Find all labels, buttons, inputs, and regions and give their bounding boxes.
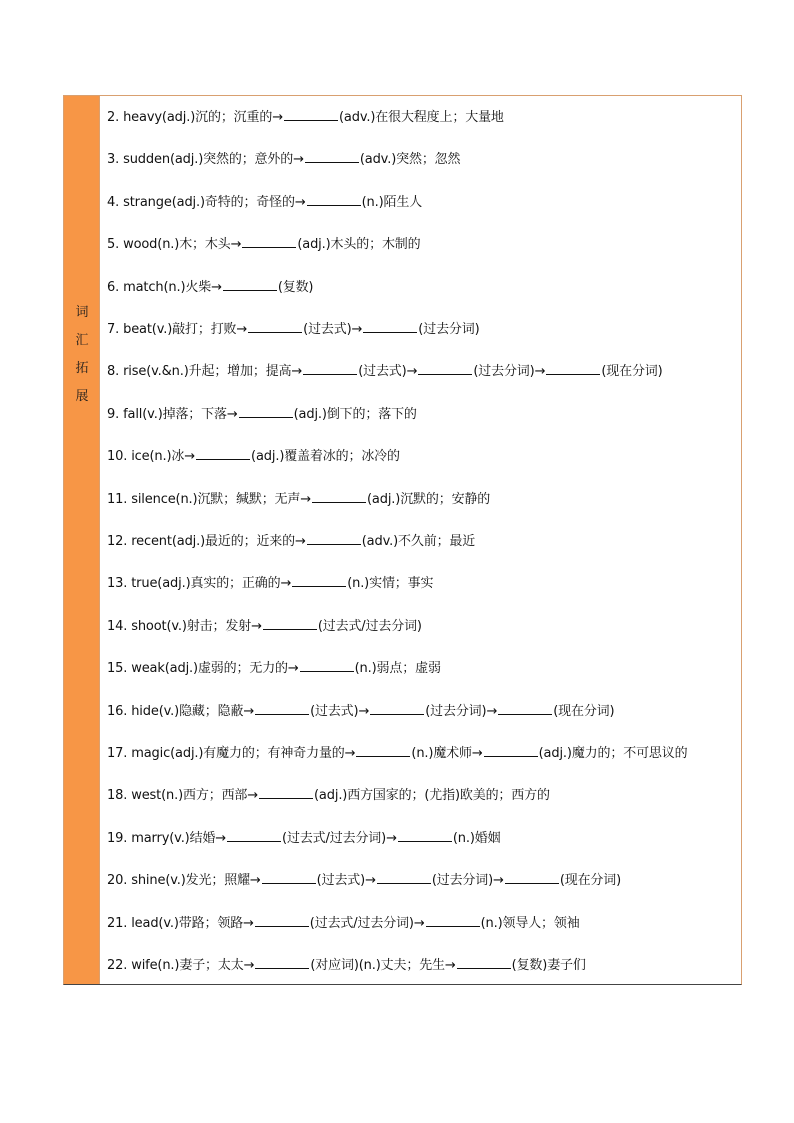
vocabulary-item (107, 702, 614, 722)
vocabulary-item (107, 320, 480, 340)
item-text: (过去式/过去分词) (317, 618, 422, 634)
vocabulary-worksheet-table (63, 95, 742, 985)
answer-blank[interactable] (262, 871, 316, 884)
vocabulary-items-list (107, 96, 741, 984)
section-label (64, 96, 100, 984)
section-label-char: 展 (75, 389, 89, 404)
item-text: (过去式)→ (316, 873, 376, 889)
vocabulary-item (107, 362, 663, 382)
vocabulary-item (107, 744, 687, 764)
item-text: 12. recent(adj.)最近的；近来的→ (107, 534, 306, 549)
answer-blank[interactable] (307, 532, 361, 545)
item-text: (对应词)(n.)丈夫；先生→ (310, 958, 456, 973)
answer-blank[interactable] (248, 320, 302, 333)
item-text: 19. marry(v.)结婚→ (107, 830, 227, 846)
item-text: (复数) (277, 279, 314, 295)
item-text: (adv.)在很大程度上；大量地 (338, 110, 504, 125)
answer-blank[interactable] (263, 617, 317, 630)
vocabulary-item (107, 532, 475, 552)
item-text: 6. match(n.)火柴→ (107, 279, 222, 295)
item-text: (n.)弱点；虚弱 (354, 661, 441, 677)
vocabulary-item (107, 108, 504, 128)
answer-blank[interactable] (356, 744, 410, 757)
item-text: (n.)实情；事实 (347, 576, 434, 592)
item-text: (n.)领导人；领袖 (480, 915, 580, 931)
vocabulary-item (107, 278, 313, 298)
item-text: (过去分词) (418, 322, 480, 337)
item-text: (过去分词)→ (425, 703, 498, 719)
item-text: (过去式/过去分词)→ (309, 915, 425, 931)
item-text: 2. heavy(adj.)沉的；沉重的→ (107, 110, 283, 125)
item-text: 5. wood(n.)木；木头→ (107, 237, 242, 253)
item-text: 3. sudden(adj.)突然的；意外的→ (107, 152, 304, 168)
item-text: (adj.)覆盖着冰的；冰冷的 (251, 449, 400, 465)
answer-blank[interactable] (418, 362, 472, 375)
answer-blank[interactable] (255, 702, 309, 715)
item-text: (n.)陌生人 (361, 194, 423, 210)
answer-blank[interactable] (307, 193, 361, 206)
item-text: (现在分词) (559, 873, 622, 889)
vocabulary-item (107, 786, 550, 806)
item-text: 22. wife(n.)妻子；太太→ (107, 958, 255, 973)
answer-blank[interactable] (255, 914, 309, 927)
section-label-char: 汇 (75, 333, 89, 348)
item-text: 15. weak(adj.)虚弱的；无力的→ (107, 661, 299, 677)
answer-blank[interactable] (426, 914, 480, 927)
answer-blank[interactable] (300, 659, 354, 672)
item-text: 8. rise(v.&n.)升起；增加；提高→ (107, 364, 303, 380)
item-text: 11. silence(n.)沉默；缄默；无声→ (107, 491, 311, 507)
item-text: 21. lead(v.)带路；领路→ (107, 915, 254, 931)
item-text: 13. true(adj.)真实的；正确的→ (107, 576, 292, 592)
item-text: (adj.)沉默的；安静的 (367, 491, 491, 507)
answer-blank[interactable] (242, 235, 296, 248)
item-text: (n.)婚姻 (452, 830, 501, 846)
item-text: (过去式)→ (310, 703, 370, 719)
answer-blank[interactable] (363, 320, 417, 333)
section-label-char: 词 (75, 305, 89, 320)
answer-blank[interactable] (370, 702, 424, 715)
item-text: 20. shine(v.)发光；照耀→ (107, 873, 261, 889)
vocabulary-item (107, 914, 580, 934)
answer-blank[interactable] (505, 871, 559, 884)
vocabulary-item (107, 235, 421, 255)
answer-blank[interactable] (398, 829, 452, 842)
item-text: (过去式)→ (303, 322, 363, 337)
item-text: 9. fall(v.)掉落；下落→ (107, 406, 238, 422)
item-text: (过去分词)→ (431, 873, 504, 889)
section-label-char: 拓 (75, 361, 89, 376)
vocabulary-item (107, 447, 400, 467)
answer-blank[interactable] (546, 362, 600, 375)
item-text: (adj.)西方国家的；(尤指)欧美的；西方的 (314, 788, 550, 804)
item-text: (现在分词) (601, 364, 663, 380)
item-text: (adj.)魔力的；不可思议的 (538, 746, 688, 761)
answer-blank[interactable] (255, 956, 309, 969)
answer-blank[interactable] (223, 278, 277, 291)
item-text: 14. shoot(v.)射击；发射→ (107, 618, 262, 634)
item-text: (n.)魔术师→ (411, 746, 483, 761)
item-text: (过去分词)→ (473, 364, 546, 380)
item-text: (adv.)突然；忽然 (359, 152, 461, 168)
item-text: (过去式/过去分词)→ (282, 830, 397, 846)
item-text: (adv.)不久前；最近 (361, 534, 476, 549)
vocabulary-item (107, 659, 441, 679)
vocabulary-item (107, 956, 586, 976)
item-text: 16. hide(v.)隐藏；隐蔽→ (107, 703, 255, 719)
item-text: 4. strange(adj.)奇特的；奇怪的→ (107, 194, 306, 210)
item-text: (adj.)木头的；木制的 (297, 237, 421, 253)
answer-blank[interactable] (484, 744, 538, 757)
answer-blank[interactable] (292, 574, 346, 587)
vocabulary-item (107, 150, 460, 170)
vocabulary-item (107, 617, 422, 637)
answer-blank[interactable] (305, 150, 359, 163)
answer-blank[interactable] (259, 786, 313, 799)
item-text: 7. beat(v.)敲打；打败→ (107, 322, 248, 337)
answer-blank[interactable] (239, 405, 293, 418)
item-text: (过去式)→ (358, 364, 418, 380)
vocabulary-item (107, 490, 490, 510)
answer-blank[interactable] (498, 702, 552, 715)
item-text: (现在分词) (553, 703, 615, 719)
answer-blank[interactable] (284, 108, 338, 121)
item-text: (复数)妻子们 (511, 958, 586, 973)
vocabulary-item (107, 405, 417, 425)
vocabulary-item (107, 574, 433, 594)
vocabulary-item (107, 193, 422, 213)
answer-blank[interactable] (196, 447, 250, 460)
item-text: 17. magic(adj.)有魔力的；有神奇力量的→ (107, 746, 356, 761)
answer-blank[interactable] (377, 871, 431, 884)
item-text: 10. ice(n.)冰→ (107, 449, 196, 465)
answer-blank[interactable] (457, 956, 511, 969)
item-text: 18. west(n.)西方；西部→ (107, 788, 259, 804)
answer-blank[interactable] (312, 490, 366, 503)
answer-blank[interactable] (303, 362, 357, 375)
section-side-band (64, 96, 100, 984)
vocabulary-item (107, 829, 500, 849)
item-text: (adj.)倒下的；落下的 (293, 406, 417, 422)
vocabulary-item (107, 871, 621, 891)
answer-blank[interactable] (227, 829, 281, 842)
